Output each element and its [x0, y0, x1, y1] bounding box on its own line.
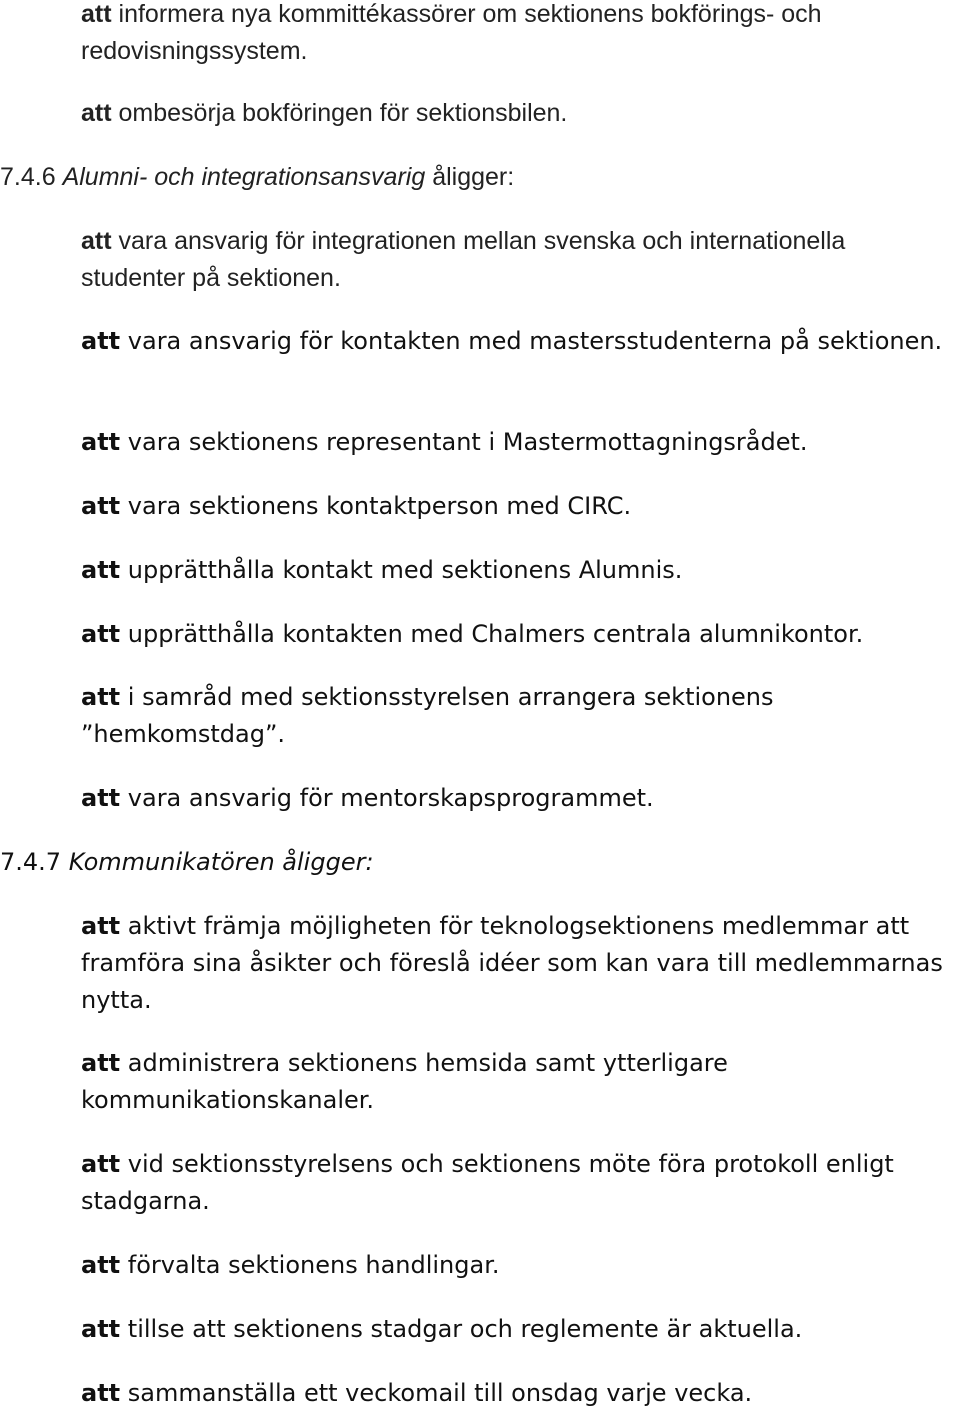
item-text: vara ansvarig för kontakten med mastersstudenterna på sektionen. — [127, 327, 943, 355]
list-item — [81, 323, 951, 360]
keyword-att: att — [81, 784, 121, 812]
item-text: vara ansvarig för mentorskapsprogrammet. — [127, 784, 654, 812]
keyword-att: att — [81, 99, 112, 127]
item-text: ombesörja bokföringen för sektionsbilen. — [118, 99, 568, 127]
list-item — [81, 679, 951, 753]
section-heading-7-4-6 — [0, 159, 514, 196]
list-item — [81, 1311, 951, 1348]
keyword-att: att — [81, 327, 121, 355]
keyword-att: att — [81, 0, 112, 28]
section-heading-7-4-7 — [0, 844, 374, 881]
keyword-att: att — [81, 227, 112, 255]
list-item — [81, 488, 951, 525]
keyword-att: att — [81, 428, 121, 456]
list-item — [81, 1375, 951, 1412]
list-item — [81, 1045, 951, 1119]
item-text: informera nya kommittékassörer om sektionens bokförings- och redovisningssystem. — [81, 0, 822, 65]
list-item — [81, 95, 951, 132]
keyword-att: att — [81, 1049, 121, 1077]
section-number: 7.4.6 — [0, 163, 56, 191]
list-item — [81, 424, 951, 461]
item-text: tillse att sektionens stadgar och reglemente är aktuella. — [127, 1315, 803, 1343]
item-text: aktivt främja möjligheten för teknologsektionens medlemmar att framföra sina åsikter och föreslå idéer som kan vara till medlemmarnas nytta. — [81, 912, 943, 1014]
list-item — [81, 552, 951, 589]
list-item — [81, 780, 951, 817]
keyword-att: att — [81, 1251, 121, 1279]
keyword-att: att — [81, 556, 121, 584]
list-item — [81, 616, 951, 653]
keyword-att: att — [81, 492, 121, 520]
section-title: Alumni- och integrationsansvarig — [62, 163, 426, 191]
item-text: förvalta sektionens handlingar. — [127, 1251, 500, 1279]
keyword-att: att — [81, 620, 121, 648]
list-item — [81, 1247, 951, 1284]
section-suffix: åligger: — [432, 163, 515, 191]
keyword-att: att — [81, 1379, 121, 1407]
list-item — [81, 908, 951, 1019]
keyword-att: att — [81, 1315, 121, 1343]
list-item — [81, 1146, 951, 1220]
item-text: upprätthålla kontakt med sektionens Alumnis. — [127, 556, 683, 584]
item-text: sammanställa ett veckomail till onsdag varje vecka. — [127, 1379, 753, 1407]
list-item — [81, 0, 951, 70]
item-text: vara sektionens kontaktperson med CIRC. — [127, 492, 632, 520]
list-item — [81, 223, 951, 297]
item-text: vid sektionsstyrelsens och sektionens möte föra protokoll enligt stadgarna. — [81, 1150, 894, 1215]
item-text: vara ansvarig för integrationen mellan svenska och internationella studenter på sektionen. — [81, 227, 846, 292]
item-text: upprätthålla kontakten med Chalmers centrala alumnikontor. — [127, 620, 864, 648]
keyword-att: att — [81, 683, 121, 711]
item-text: vara sektionens representant i Mastermottagningsrådet. — [127, 428, 808, 456]
keyword-att: att — [81, 1150, 121, 1178]
keyword-att: att — [81, 912, 121, 940]
item-text: i samråd med sektionsstyrelsen arrangera sektionens ”hemkomstdag”. — [81, 683, 774, 748]
section-title: Kommunikatören åligger: — [68, 848, 374, 876]
section-number: 7.4.7 — [0, 848, 62, 876]
item-text: administrera sektionens hemsida samt ytterligare kommunikationskanaler. — [81, 1049, 728, 1114]
